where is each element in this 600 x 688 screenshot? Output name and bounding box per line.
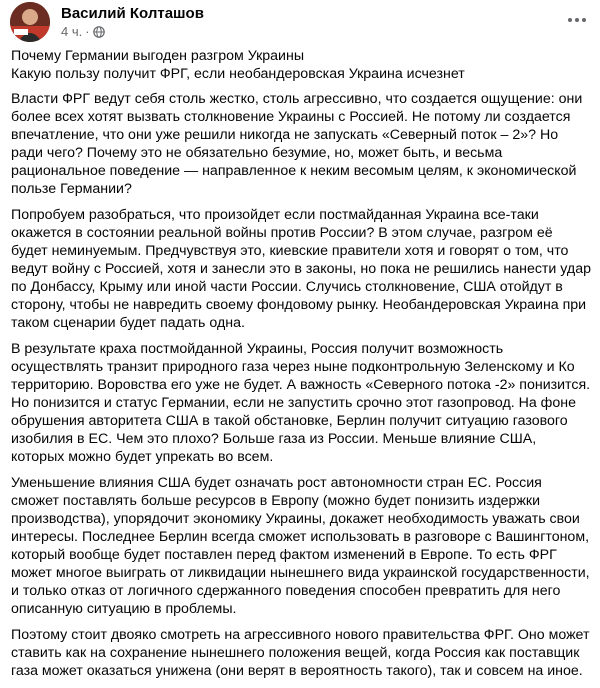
- paragraph: В результате краха постмойданной Украины, Россия получит возможность осуществлять транзит природного газа через ныне подконтрольную Зеленскому и Ко территорию. Воровства его уже не будет. А важность «Северного потока -2» понизится. Но понизится и статус Германии, если не запустить срочно этот газопровод. На фоне обрушения авторитета США в такой обстановке, Берлин получит ситуацию газового изобилия в ЕС. Чем это плохо? Больше газа из России. Меньше влияние США, которых можно будет упрекать во всем.: [11, 341, 591, 465]
- more-dots-icon: [567, 10, 587, 28]
- post-time[interactable]: 4 ч.: [61, 24, 83, 39]
- paragraph: Уменьшение влияния США будет означать рост автономности стран ЕС. Россия сможет поставлять больше ресурсов в Европу (можно будет понизить издержки производства), упорядочит экономику Украины, докажет необходимость уважать свои интересы. Последнее Берлин всегда сможет использовать в разговоре с Вашингтоном, который вообще будет поставлен перед фактом изменений в Европе. То есть ФРГ может многое выиграть от ликвидации нынешнего вида украинской государственности, и только отказ от логичного сдержанного поведения способен превратить для него описанную ситуацию в проблемы.: [11, 475, 590, 617]
- paragraph: Власти ФРГ ведут себя столь жестко, столь агрессивно, что создается ощущение: они более всех хотят вызвать столкновение Украины с Россией. Не потому ли создается впечатление, что они уже решили никогда не запускать «Северный поток – 2»? Но ради чего? Почему это не обязательно безумие, но, может быть, и весьма рациональное поведение — направленное к неким весомым целям, к экономической пользе Германии?: [11, 91, 583, 197]
- headline-line-1: Почему Германии выгоден разгром Украины: [11, 48, 305, 64]
- post-headline: [11, 47, 593, 83]
- post-body: [11, 47, 593, 688]
- post-header: [10, 2, 590, 42]
- author-name[interactable]: Василий Колташов: [61, 5, 204, 22]
- more-options-button[interactable]: [564, 6, 590, 32]
- headline-line-2: Какую пользу получит ФРГ, если необандеровская Украина исчезнет: [11, 66, 465, 82]
- paragraph: Попробуем разобраться, что произойдет если постмайданная Украина все-таки окажется в состоянии реальной войны против России? В этом случае, разгром её будет неминуемым. Предчувствуя это, киевские правители хотя и говорят о том, что ведут войну с Россией, хотя и занесли это в законы, но пока не решились нанести удар по Донбассу, Крыму или иной части России. Случись столкновение, США отойдут в сторону, чтобы не навредить своему фондовому рынку. Необандеровская Украина при таком сценарии будет падать одна.: [11, 207, 591, 331]
- post-meta: [61, 24, 105, 39]
- globe-icon: [93, 26, 105, 38]
- separator-dot: ·: [85, 24, 90, 39]
- avatar[interactable]: [10, 2, 50, 42]
- paragraph: Поэтому стоит двояко смотреть на агрессивного нового правительства ФРГ. Оно может ставить как на сохранение нынешнего положения вещей, когда Россия как поставщик газа может оказаться унижена (они верят в вероятность такого), так и совсем на иное.: [11, 627, 590, 679]
